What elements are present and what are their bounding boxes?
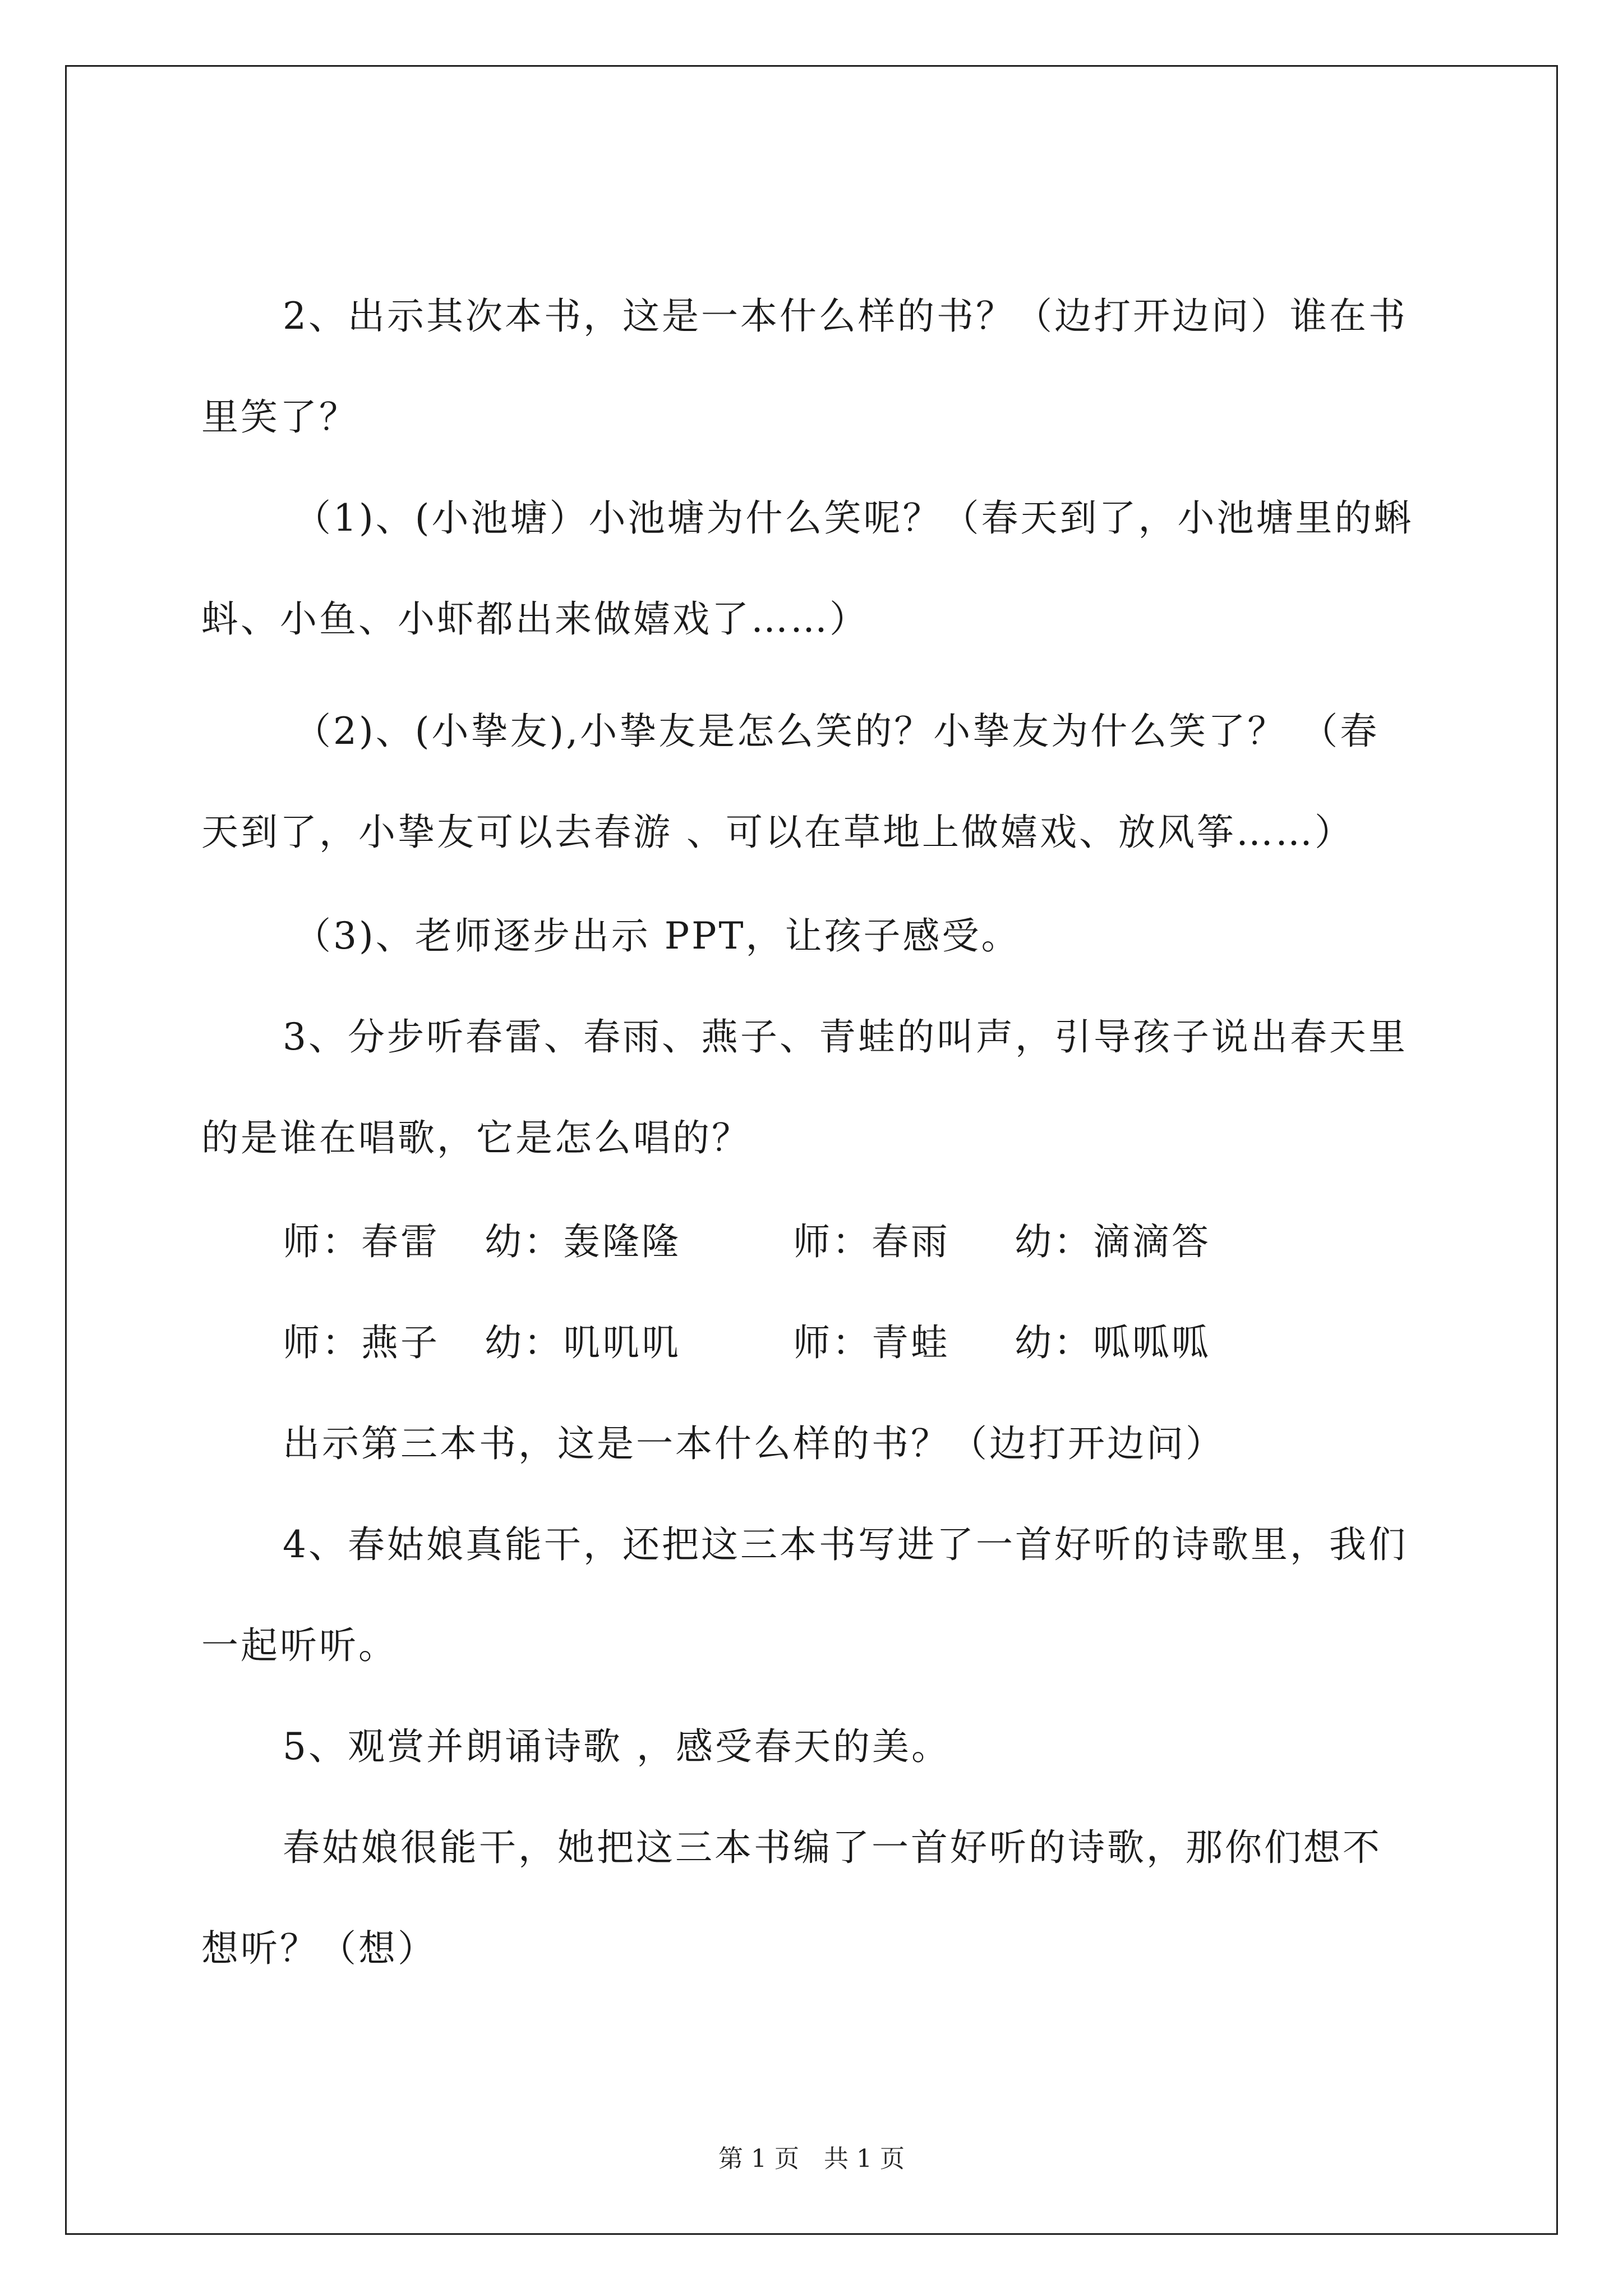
dialogue-cell: 师：春雷 [283, 1220, 440, 1263]
dialogue-cell: 幼：叽叽叽 [485, 1321, 681, 1364]
paragraph-line: 里笑了？ [201, 395, 358, 439]
paragraph-line: 想听？（想） [201, 1927, 437, 1970]
dialogue-cell: 幼：轰隆隆 [485, 1220, 681, 1263]
document-body [67, 67, 1556, 2233]
dialogue-cell: 幼：呱呱呱 [1015, 1321, 1211, 1364]
paragraph-line: 天到了，小挚友可以去春游 、可以在草地上做嬉戏、放风筝……） [201, 811, 1354, 854]
paragraph-line: 蚪、小鱼、小虾都出来做嬉戏了……） [201, 597, 869, 641]
paragraph-line: 2、出示其次本书，这是一本什么样的书？（边打开边问）谁在书 [283, 295, 1408, 338]
paragraph-line: 5、观赏并朗诵诗歌 ，感受春天的美。 [283, 1725, 951, 1768]
dialogue-cell: 幼：滴滴答 [1015, 1220, 1211, 1263]
dialogue-cell: 师：青蛙 [793, 1321, 950, 1364]
paragraph-line: 的是谁在唱歌，它是怎么唱的？ [201, 1116, 751, 1159]
paragraph-line: 3、分步听春雷、春雨、燕子、青蛙的叫声，引导孩子说出春天里 [283, 1015, 1408, 1059]
paragraph-line: 出示第三本书，这是一本什么样的书？（边打开边问） [283, 1422, 1225, 1465]
paragraph-line: 一起听听。 [201, 1624, 398, 1667]
page-frame [65, 65, 1558, 2235]
dialogue-cell: 师：春雨 [793, 1220, 950, 1263]
paragraph-line: （1)、(小池塘）小池塘为什么笑呢？（春天到了，小池塘里的蝌 [294, 496, 1413, 540]
paragraph-line: 4、春姑娘真能干，还把这三本书写进了一首好听的诗歌里，我们 [283, 1523, 1408, 1566]
paragraph-line: （2)、(小挚友),小挚友是怎么笑的？小挚友为什么笑了？ （春 [294, 710, 1380, 753]
dialogue-cell: 师：燕子 [283, 1321, 440, 1364]
page-footer: 第 1 页 共 1 页 [718, 2145, 905, 2173]
paragraph-line: （3)、老师逐步出示 PPT，让孩子感受。 [294, 914, 1021, 958]
paragraph-line: 春姑娘很能干，她把这三本书编了一首好听的诗歌，那你们想不 [283, 1826, 1382, 1869]
